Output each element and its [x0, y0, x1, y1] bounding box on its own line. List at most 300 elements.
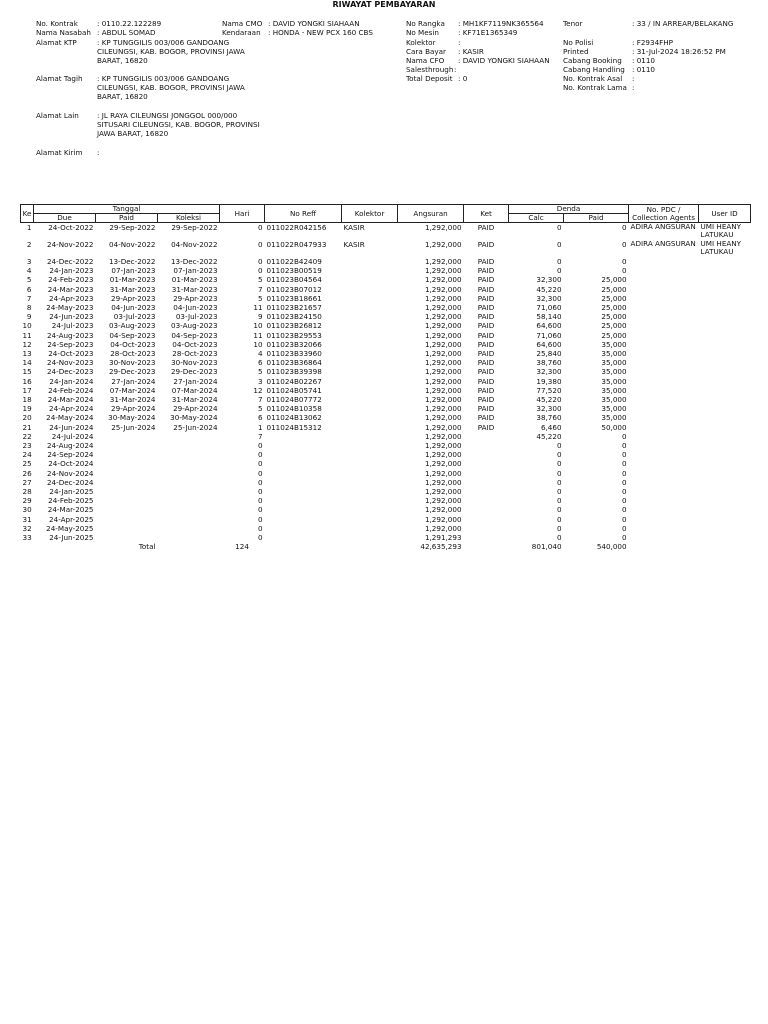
- cell-paid: [96, 459, 158, 468]
- cell-ke: 19: [22, 404, 32, 414]
- cell-ke: 29: [22, 496, 32, 506]
- cell-user-id: [699, 257, 751, 266]
- cell-angsuran: 1,292,000: [424, 514, 462, 524]
- cell-hari: 0: [257, 459, 263, 469]
- cell-no-pdc: [629, 312, 699, 321]
- cell-denda-calc: 0: [556, 496, 562, 506]
- cell-angsuran: 1,292,000: [424, 223, 462, 232]
- cell-kolektor: [342, 303, 398, 312]
- cell-denda-calc: 0: [556, 468, 562, 478]
- field-label: Nama Nasabah: [36, 28, 91, 37]
- cell-koleksi: 25-Jun-2024: [173, 422, 218, 432]
- table-row: [21, 496, 751, 505]
- cell-hari: 5: [257, 367, 263, 377]
- cell-kolektor: [342, 285, 398, 294]
- cell-paid: 27-Jan-2024: [111, 376, 156, 386]
- cell-kolektor: [342, 404, 398, 413]
- cell-ke: 18: [22, 395, 32, 405]
- cell-angsuran: 1,292,000: [424, 358, 462, 368]
- field-kolektor: [406, 38, 561, 47]
- table-row: [21, 257, 751, 266]
- cell-ke: 5: [26, 275, 32, 285]
- cell-user-id: [699, 285, 751, 294]
- cell-koleksi: [158, 432, 220, 441]
- cell-paid: 03-Jul-2023: [113, 312, 156, 322]
- cell-koleksi: [158, 469, 220, 478]
- cell-no-pdc: [629, 257, 699, 266]
- field-label: Kendaraan: [222, 28, 261, 37]
- cell-ket: [464, 524, 509, 533]
- cell-paid: [96, 441, 158, 450]
- cell-ket: PAID: [477, 257, 495, 266]
- col-no-reff: No Reff: [265, 205, 342, 223]
- field-label: Alamat Kirim: [36, 148, 83, 157]
- cell-due: 24-Apr-2025: [49, 514, 94, 524]
- cell-denda-calc: 32,300: [536, 367, 562, 377]
- cell-hari: 0: [257, 496, 263, 506]
- cell-angsuran: 1,292,000: [424, 376, 462, 386]
- cell-ket: PAID: [477, 404, 495, 414]
- cell-denda-paid: 35,000: [601, 349, 627, 359]
- cell-ke: 9: [26, 312, 32, 322]
- field-value: : 0110: [632, 56, 655, 65]
- cell-denda-paid: 0: [621, 505, 627, 515]
- cell-hari: 0: [257, 266, 263, 276]
- cell-due: 24-May-2023: [46, 303, 94, 313]
- cell-hari: 5: [257, 293, 263, 303]
- cell-ket: PAID: [477, 349, 495, 359]
- cell-denda-calc: 71,060: [536, 330, 562, 340]
- field-value: : KF71E1365349: [458, 28, 517, 37]
- cell-angsuran: 1,292,000: [424, 422, 462, 432]
- cell-hari: 9: [257, 312, 263, 322]
- cell-user-id: [699, 524, 751, 533]
- col-paid: Paid: [96, 214, 158, 223]
- cell-user-id: [699, 340, 751, 349]
- cell-angsuran: 1,292,000: [424, 385, 462, 395]
- cell-hari: 11: [253, 303, 263, 313]
- cell-hari: 11: [253, 330, 263, 340]
- cell-ke: 23: [22, 441, 32, 451]
- field-value: [632, 74, 634, 83]
- cell-denda-paid: 0: [621, 240, 627, 249]
- cell-no-pdc: [629, 413, 699, 422]
- cell-paid: 31-Mar-2023: [109, 284, 156, 294]
- cell-user-id: [699, 469, 751, 478]
- table-row: [21, 386, 751, 395]
- cell-koleksi: [158, 478, 220, 487]
- cell-kolektor: [342, 349, 398, 358]
- cell-ke: 20: [22, 413, 32, 423]
- table-row: [21, 367, 751, 376]
- cell-koleksi: 31-Mar-2023: [171, 284, 218, 294]
- cell-kolektor: [342, 496, 398, 505]
- cell-denda-paid: 0: [621, 496, 627, 506]
- cell-koleksi: [158, 533, 220, 542]
- cell-ket: PAID: [477, 413, 495, 423]
- cell-no-reff: [265, 515, 342, 524]
- table-row: [21, 223, 751, 241]
- cell-koleksi: 29-Sep-2022: [171, 223, 218, 232]
- cell-denda-paid: 0: [621, 514, 627, 524]
- cell-denda-calc: 77,520: [536, 385, 562, 395]
- cell-user-id: [699, 294, 751, 303]
- cell-koleksi: [158, 487, 220, 496]
- table-row: [21, 349, 751, 358]
- table-row: [21, 395, 751, 404]
- col-denda-paid: Paid: [564, 214, 629, 223]
- table-row: [21, 240, 751, 257]
- cell-no-reff: [265, 505, 342, 514]
- cell-ket: [464, 441, 509, 450]
- total-denda-paid: 540,000: [596, 542, 627, 552]
- field-no-polisi: [563, 38, 748, 47]
- cell-kolektor: [342, 395, 398, 404]
- cell-angsuran: 1,292,000: [424, 404, 462, 414]
- cell-hari: 0: [257, 487, 263, 497]
- cell-hari: 6: [257, 413, 263, 423]
- cell-no-pdc: [629, 358, 699, 367]
- cell-ket: PAID: [477, 284, 495, 294]
- field-value: : DAVID YONGKI SIAHAAN: [458, 56, 550, 65]
- field-value: : 33 / IN ARREAR/BELAKANG: [632, 19, 733, 28]
- cell-angsuran: 1,292,000: [424, 303, 462, 313]
- cell-no-pdc: [629, 386, 699, 395]
- field-label: Printed: [563, 47, 589, 56]
- cell-ket: PAID: [477, 223, 495, 232]
- cell-koleksi: 30-Nov-2023: [171, 358, 218, 368]
- cell-hari: 0: [257, 533, 263, 543]
- cell-ket: PAID: [477, 321, 495, 331]
- cell-no-reff: 011023B04564: [266, 275, 322, 285]
- cell-due: 24-Jan-2024: [49, 376, 94, 386]
- cell-denda-calc: 0: [556, 450, 562, 460]
- col-user-id: User ID: [699, 205, 751, 223]
- cell-user-id: UMI HEANY LATUKAU: [700, 239, 742, 257]
- cell-ket: [464, 533, 509, 542]
- field-value: [458, 38, 460, 47]
- cell-angsuran: 1,292,000: [424, 477, 462, 487]
- cell-ke: 32: [22, 523, 32, 533]
- cell-hari: 10: [253, 321, 263, 331]
- cell-angsuran: 1,292,000: [424, 468, 462, 478]
- field-value: : 31-Jul-2024 18:26:52 PM: [632, 47, 726, 56]
- cell-denda-calc: 32,300: [536, 404, 562, 414]
- table-row: [21, 478, 751, 487]
- cell-paid: [96, 533, 158, 542]
- cell-no-reff: 011023B36864: [266, 358, 322, 368]
- cell-angsuran: 1,292,000: [424, 505, 462, 515]
- cell-angsuran: 1,292,000: [424, 431, 462, 441]
- cell-angsuran: 1,292,000: [424, 349, 462, 359]
- field-alamat-kirim: [36, 148, 226, 157]
- cell-denda-paid: 35,000: [601, 413, 627, 423]
- table-row: [21, 285, 751, 294]
- cell-no-reff: 011023B26812: [266, 321, 322, 331]
- field-value: : HONDA - NEW PCX 160 CBS: [268, 28, 373, 37]
- field-value: [454, 65, 456, 74]
- table-row: [21, 459, 751, 468]
- table-row: [21, 515, 751, 524]
- cell-paid: 30-May-2024: [108, 413, 156, 423]
- cell-denda-calc: 0: [556, 514, 562, 524]
- cell-kolektor: [342, 450, 398, 459]
- cell-ket: PAID: [477, 303, 495, 313]
- total-label: Total: [138, 542, 156, 552]
- cell-koleksi: 29-Apr-2023: [173, 293, 218, 303]
- cell-no-reff: 011023B07012: [266, 284, 322, 294]
- field-value: [97, 148, 99, 157]
- table-row: [21, 441, 751, 450]
- cell-no-reff: 011022B42409: [266, 257, 322, 266]
- table-header: [21, 205, 751, 223]
- field-value: : KP TUNGGILIS 003/006 GANDOANG CILEUNGSI, KAB. BOGOR, PROVINSI JAWA BARAT, 16820: [97, 38, 269, 65]
- col-due: Due: [34, 214, 96, 223]
- cell-no-reff: [265, 450, 342, 459]
- field-kendaraan: [222, 28, 402, 37]
- cell-denda-calc: 45,220: [536, 284, 562, 294]
- cell-denda-calc: 0: [556, 459, 562, 469]
- field-label: No. Kontrak Asal: [563, 74, 623, 83]
- cell-ke: 31: [22, 514, 32, 524]
- cell-due: 24-Apr-2024: [49, 404, 94, 414]
- cell-ket: [464, 515, 509, 524]
- field-label: Salesthrough: [406, 65, 454, 74]
- cell-denda-calc: 0: [556, 266, 562, 276]
- table-row: [21, 303, 751, 312]
- table-row: [21, 413, 751, 422]
- cell-denda-calc: 0: [556, 523, 562, 533]
- cell-ket: PAID: [477, 240, 495, 249]
- col-angsuran: Angsuran: [398, 205, 464, 223]
- cell-user-id: [699, 386, 751, 395]
- cell-paid: 04-Sep-2023: [109, 330, 156, 340]
- cell-due: 24-Mar-2023: [47, 284, 94, 294]
- cell-denda-paid: 25,000: [601, 275, 627, 285]
- cell-no-reff: 011024B15312: [266, 422, 322, 432]
- cell-ke: 13: [22, 349, 32, 359]
- cell-user-id: [699, 496, 751, 505]
- table-row: [21, 321, 751, 330]
- field-tenor: [563, 19, 748, 28]
- cell-hari: 0: [257, 505, 263, 515]
- cell-denda-paid: 25,000: [601, 293, 627, 303]
- table-row: [21, 377, 751, 386]
- cell-user-id: [699, 505, 751, 514]
- cell-kolektor: [342, 321, 398, 330]
- table-row: [21, 404, 751, 413]
- cell-no-reff: 011024B05741: [266, 385, 322, 395]
- cell-ket: [464, 459, 509, 468]
- cell-angsuran: 1,292,000: [424, 266, 462, 276]
- cell-paid: [96, 487, 158, 496]
- cell-angsuran: 1,291,293: [424, 533, 462, 543]
- cell-paid: 04-Oct-2023: [110, 339, 156, 349]
- cell-koleksi: 04-Nov-2022: [171, 240, 218, 249]
- cell-hari: 7: [257, 395, 263, 405]
- cell-paid: 03-Aug-2023: [108, 321, 156, 331]
- cell-denda-calc: 45,220: [536, 395, 562, 405]
- cell-no-reff: 011023B18661: [266, 293, 322, 303]
- cell-koleksi: 01-Mar-2023: [171, 275, 218, 285]
- cell-koleksi: 07-Mar-2024: [171, 385, 218, 395]
- table-row: [21, 450, 751, 459]
- cell-user-id: [699, 478, 751, 487]
- cell-ke: 3: [26, 257, 32, 266]
- cell-user-id: [699, 487, 751, 496]
- cell-kolektor: [342, 469, 398, 478]
- col-denda: Denda: [509, 205, 629, 214]
- cell-paid: 07-Jan-2023: [111, 266, 156, 276]
- cell-denda-calc: 64,600: [536, 339, 562, 349]
- cell-no-reff: [265, 432, 342, 441]
- cell-due: 24-Feb-2023: [48, 275, 94, 285]
- col-kolektor: Kolektor: [342, 205, 398, 223]
- cell-ke: 25: [22, 459, 32, 469]
- cell-due: 24-Dec-2023: [46, 367, 94, 377]
- cell-ket: PAID: [477, 385, 495, 395]
- field-nama-nasabah: [36, 28, 226, 37]
- cell-user-id: [699, 321, 751, 330]
- cell-angsuran: 1,292,000: [424, 523, 462, 533]
- cell-hari: 12: [253, 385, 263, 395]
- field-value: : MH1KF7119NK365564: [458, 19, 544, 28]
- cell-denda-calc: 0: [556, 223, 562, 232]
- cell-user-id: [699, 404, 751, 413]
- cell-denda-paid: 0: [621, 468, 627, 478]
- field-label: Alamat KTP: [36, 38, 77, 47]
- cell-hari: 0: [257, 257, 263, 266]
- cell-due: 24-Feb-2024: [48, 385, 94, 395]
- cell-paid: 29-Dec-2023: [108, 367, 156, 377]
- table-row: [21, 275, 751, 284]
- cell-user-id: [699, 377, 751, 386]
- cell-no-reff: 011023B24150: [266, 312, 322, 322]
- cell-kolektor: [342, 487, 398, 496]
- cell-hari: 1: [257, 422, 263, 432]
- cell-no-reff: [265, 487, 342, 496]
- cell-no-pdc: [629, 340, 699, 349]
- cell-denda-paid: 0: [621, 431, 627, 441]
- cell-angsuran: 1,292,000: [424, 395, 462, 405]
- cell-denda-paid: 0: [621, 441, 627, 451]
- cell-no-reff: 011023B39398: [266, 367, 322, 377]
- cell-no-pdc: [629, 459, 699, 468]
- cell-no-pdc: [629, 524, 699, 533]
- cell-angsuran: 1,292,000: [424, 240, 462, 249]
- field-no-mesin: [406, 28, 561, 37]
- cell-ket: PAID: [477, 293, 495, 303]
- cell-user-id: [699, 349, 751, 358]
- cell-denda-paid: 50,000: [601, 422, 627, 432]
- cell-paid: 04-Nov-2022: [109, 240, 156, 249]
- field-value: : ABDUL SOMAD: [97, 28, 156, 37]
- cell-hari: 4: [257, 349, 263, 359]
- cell-ket: PAID: [477, 312, 495, 322]
- cell-due: 24-Jan-2025: [49, 487, 94, 497]
- cell-paid: [96, 450, 158, 459]
- cell-user-id: [699, 459, 751, 468]
- cell-ket: [464, 432, 509, 441]
- cell-ket: [464, 505, 509, 514]
- cell-no-reff: 011024B02267: [266, 376, 322, 386]
- table-row: [21, 469, 751, 478]
- table-footer: [21, 542, 751, 551]
- cell-angsuran: 1,292,000: [424, 487, 462, 497]
- cell-paid: [96, 505, 158, 514]
- cell-no-pdc: [629, 450, 699, 459]
- cell-denda-paid: 35,000: [601, 376, 627, 386]
- cell-no-pdc: [629, 478, 699, 487]
- payment-history-table: [20, 204, 751, 552]
- field-alamat-tagih: [36, 74, 276, 104]
- cell-ket: PAID: [477, 395, 495, 405]
- cell-user-id: [699, 266, 751, 275]
- cell-hari: 7: [257, 431, 263, 441]
- cell-no-reff: 011022R042156: [266, 223, 327, 232]
- cell-paid: 01-Mar-2023: [109, 275, 156, 285]
- cell-denda-paid: 0: [621, 487, 627, 497]
- cell-no-reff: 011023B33960: [266, 349, 322, 359]
- field-value: [632, 83, 634, 92]
- cell-due: 24-Apr-2023: [49, 293, 94, 303]
- cell-no-reff: 011024B13062: [266, 413, 322, 423]
- cell-no-pdc: [629, 395, 699, 404]
- field-no-kontrak-lama: [563, 83, 748, 92]
- cell-hari: 0: [257, 223, 263, 232]
- cell-denda-calc: 64,600: [536, 321, 562, 331]
- cell-angsuran: 1,292,000: [424, 312, 462, 322]
- cell-denda-paid: 0: [621, 450, 627, 460]
- cell-ket: PAID: [477, 266, 495, 276]
- cell-no-pdc: [629, 423, 699, 432]
- cell-user-id: [699, 515, 751, 524]
- field-value: : KP TUNGGILIS 003/006 GANDOANG CILEUNGSI, KAB. BOGOR, PROVINSI JAWA BARAT, 16820: [97, 74, 269, 101]
- cell-due: 24-Dec-2024: [46, 477, 94, 487]
- cell-kolektor: [342, 423, 398, 432]
- cell-ket: PAID: [477, 422, 495, 432]
- col-no-pdc: No. PDC / Collection Agents: [629, 205, 699, 223]
- cell-user-id: [699, 367, 751, 376]
- cell-paid: 13-Dec-2022: [108, 257, 156, 266]
- cell-ket: PAID: [477, 376, 495, 386]
- cell-due: 24-Aug-2024: [46, 441, 94, 451]
- field-value: : 0110.22.122289: [97, 19, 161, 28]
- col-tanggal: Tanggal: [34, 205, 220, 214]
- table-row: [21, 266, 751, 275]
- cell-denda-calc: 0: [556, 240, 562, 249]
- cell-denda-paid: 0: [621, 459, 627, 469]
- total-denda-calc: 801,040: [531, 542, 562, 552]
- total-hari: 124: [235, 542, 249, 552]
- cell-due: 24-Mar-2024: [47, 395, 94, 405]
- cell-kolektor: [342, 386, 398, 395]
- cell-no-pdc: [629, 331, 699, 340]
- cell-hari: 0: [257, 450, 263, 460]
- cell-koleksi: [158, 515, 220, 524]
- cell-denda-paid: 35,000: [601, 358, 627, 368]
- cell-paid: [96, 432, 158, 441]
- cell-no-reff: 011023B32066: [266, 339, 322, 349]
- cell-no-reff: 011023B21657: [266, 303, 322, 313]
- cell-angsuran: 1,292,000: [424, 293, 462, 303]
- cell-hari: 0: [257, 468, 263, 478]
- cell-paid: [96, 478, 158, 487]
- cell-koleksi: 04-Jun-2023: [173, 303, 218, 313]
- cell-no-pdc: [629, 321, 699, 330]
- cell-no-reff: 011024B07772: [266, 395, 322, 405]
- cell-user-id: [699, 395, 751, 404]
